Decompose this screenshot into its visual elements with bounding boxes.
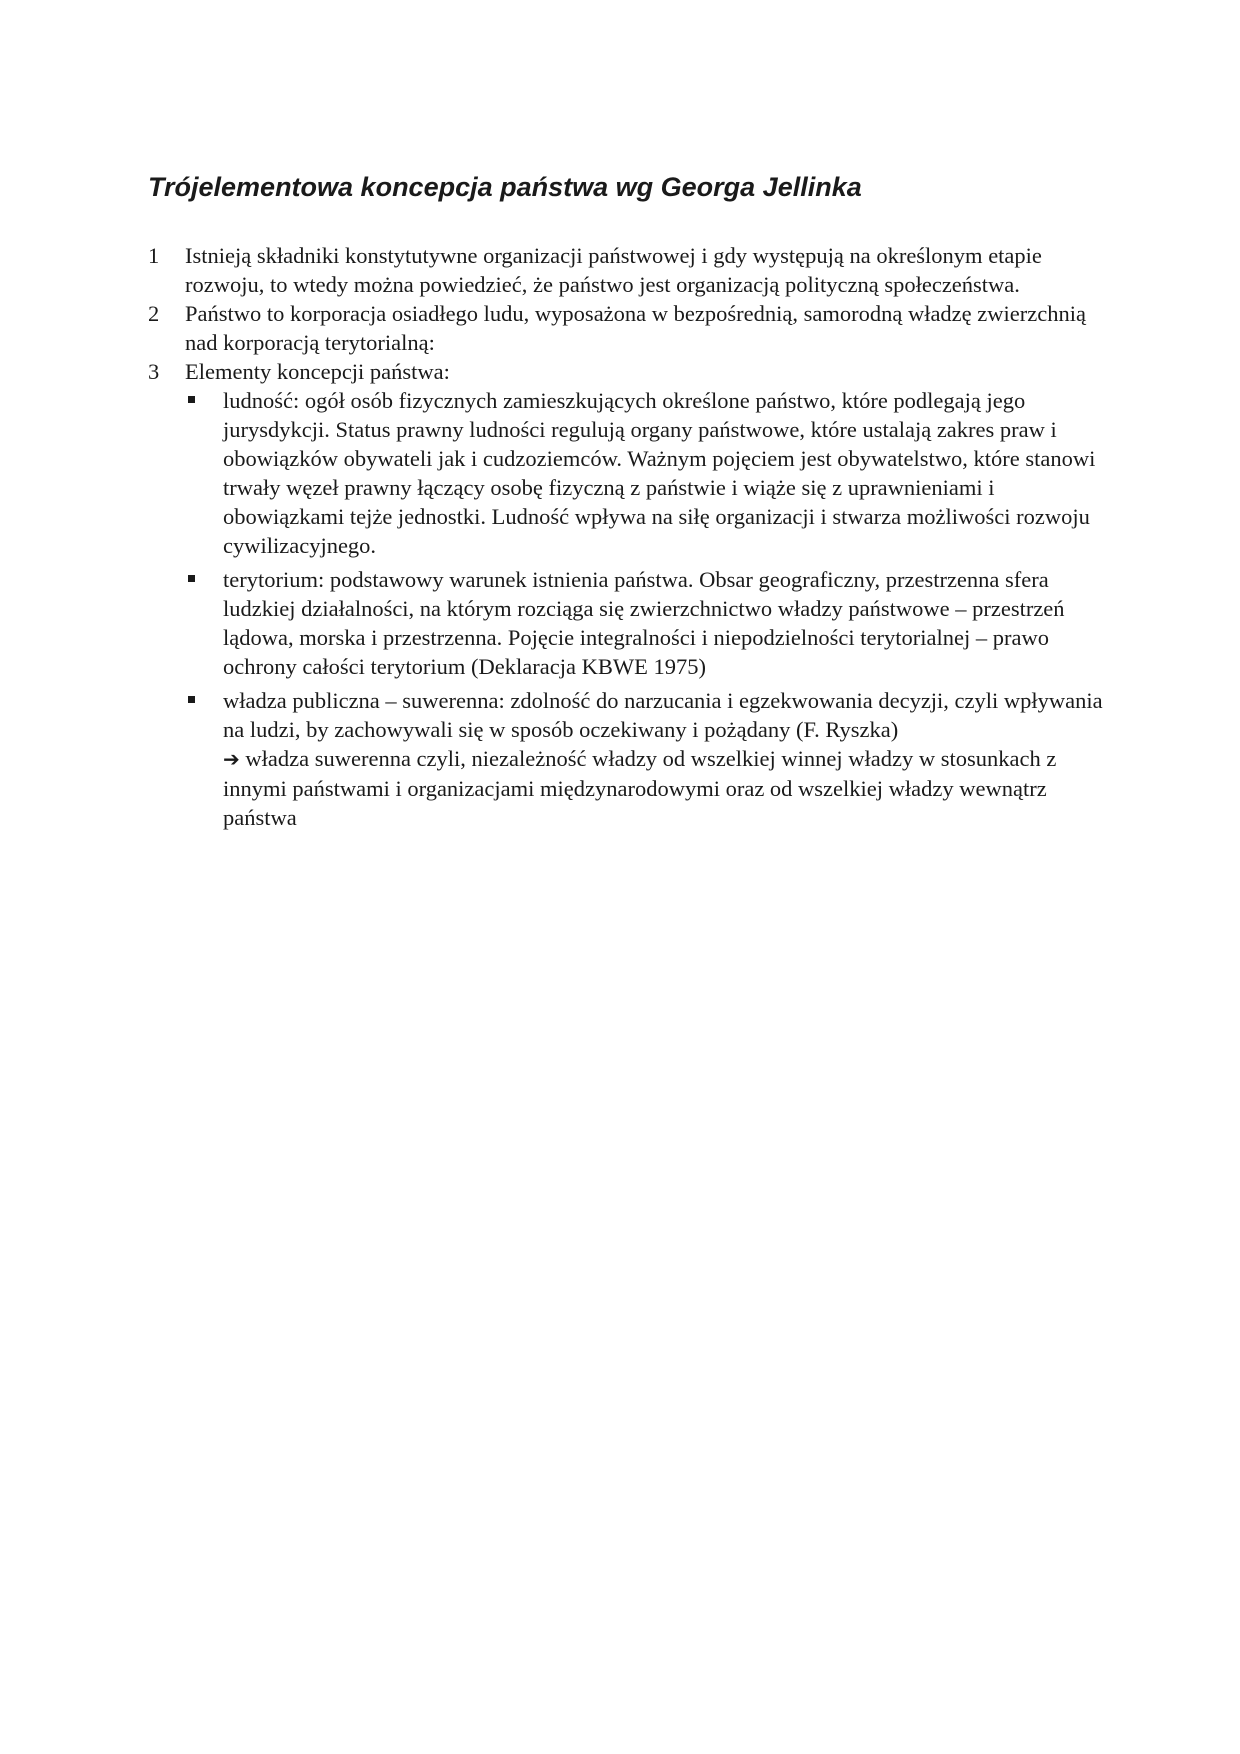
bullet-item-terytorium [148, 565, 1108, 681]
right-arrow-icon: ➔ [223, 747, 240, 771]
item-text: Państwo to korporacja osiadłego ludu, wyposażona w bezpośrednią, samorodną władzę zwierzchnią nad korporacją terytorialną: [185, 301, 1086, 355]
numbered-item-3 [148, 357, 1108, 386]
document-body [148, 241, 1108, 837]
item-number: 1 [148, 243, 160, 268]
bullet-item-ludnosc [148, 386, 1108, 560]
square-bullet-icon [188, 575, 195, 582]
item-text: Istnieją składniki konstytutywne organizacji państwowej i gdy występują na określonym etapie rozwoju, to wtedy można powiedzieć, że państwo jest organizacją polityczną społeczeństwa. [185, 243, 1042, 297]
bullet-text: terytorium: podstawowy warunek istnienia państwa. Obsar geograficzny, przestrzenna sfera ludzkiej działalności, na którym rozciąga się zwierzchnictwo władzy państwowe – przestrzeń lądowa, morska i przestrzenna. Pojęcie integralności i niepodzielności terytorialnej – prawo ochrony całości terytorium (Deklaracja KBWE 1975) [223, 567, 1065, 679]
document-title: Trójelementowa koncepcja państwa wg Georga Jellinka [148, 172, 862, 202]
bullet-text: władza publiczna – suwerenna: zdolność do narzucania i egzekwowania decyzji, czyli wpływania na ludzi, by zachowywali się w sposób oczekiwany i pożądany (F. Ryszka) [223, 688, 1103, 742]
numbered-item-2 [148, 299, 1108, 357]
square-bullet-icon [188, 696, 195, 703]
square-bullet-icon [188, 396, 195, 403]
item-number: 2 [148, 301, 160, 326]
bullet-item-wladza [148, 686, 1108, 832]
bullet-continuation-text: władza suwerenna czyli, niezależność władzy od wszelkiej winnej władzy w stosunkach z innymi państwami i organizacjami międzynarodowymi oraz od wszelkiej władzy wewnątrz państwa [223, 746, 1057, 830]
bullet-list [148, 386, 1108, 832]
item-number: 3 [148, 359, 160, 384]
item-text: Elementy koncepcji państwa: [185, 359, 450, 384]
bullet-text: ludność: ogół osób fizycznych zamieszkujących określone państwo, które podlegają jego jurysdykcji. Status prawny ludności regulują organy państwowe, które ustalają zakres praw i obowiązków obywateli jak i cudzoziemców. Ważnym pojęciem jest obywatelstwo, które stanowi trwały węzeł prawny łączący osobę fizyczną z państwie i wiąże się z uprawnieniami i obowiązkami tejże jednostki. Ludność wpływa na siłę organizacji i stwarza możliwości rozwoju cywilizacyjnego. [223, 388, 1096, 558]
numbered-item-1 [148, 241, 1108, 299]
